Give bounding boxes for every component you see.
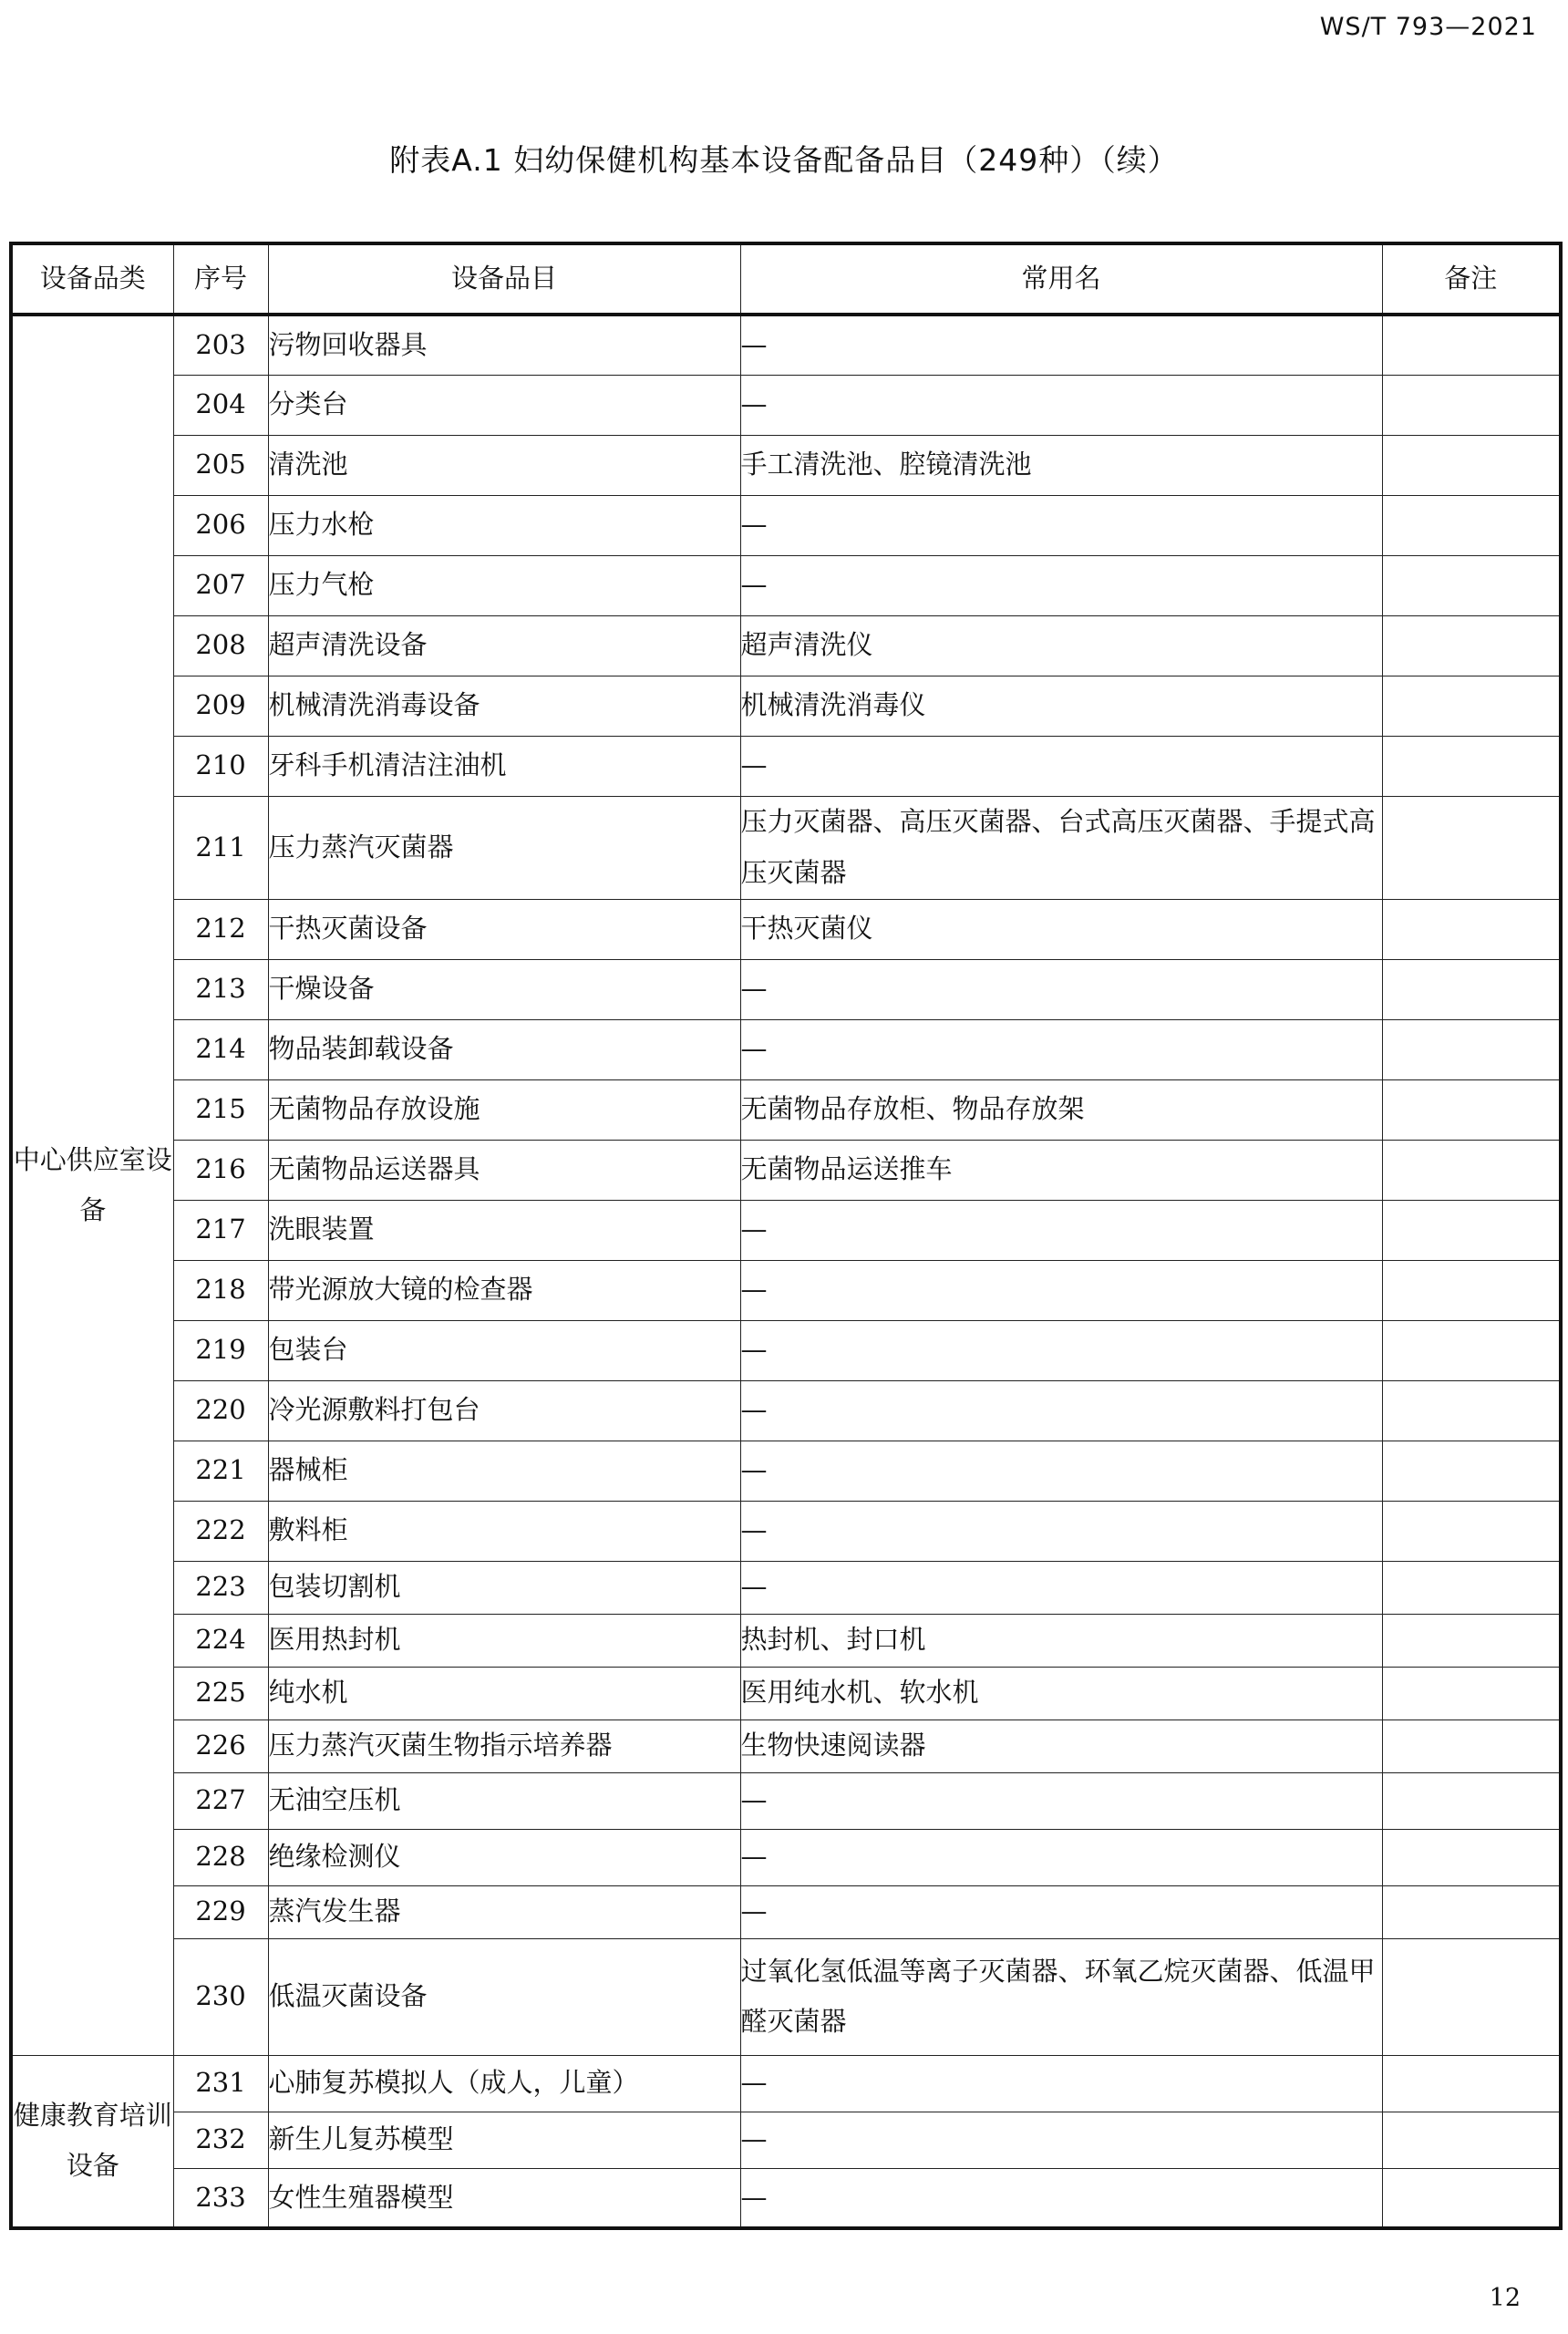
table-row: [11, 676, 1561, 736]
common-name-cell: 超声清洗仪: [740, 615, 1382, 676]
item-cell: 器械柜: [268, 1441, 740, 1501]
column-header-item: 设备品目: [268, 243, 740, 315]
common-name-cell: —: [740, 1320, 1382, 1380]
page-number: 12: [1489, 2284, 1521, 2312]
note-cell: [1382, 495, 1561, 555]
note-cell: [1382, 1019, 1561, 1079]
common-name-cell: —: [740, 736, 1382, 796]
table-row: [11, 555, 1561, 615]
item-cell: 纯水机: [268, 1667, 740, 1720]
number-cell: 209: [173, 676, 268, 736]
common-name-cell: —: [740, 375, 1382, 435]
item-cell: 带光源放大镜的检查器: [268, 1260, 740, 1320]
item-cell: 压力蒸汽灭菌器: [268, 796, 740, 899]
equipment-table: [9, 242, 1563, 2230]
table-row: [11, 1561, 1561, 1614]
common-name-cell: 热封机、封口机: [740, 1614, 1382, 1667]
note-cell: [1382, 1885, 1561, 1938]
common-name-cell: —: [740, 1019, 1382, 1079]
table-row: [11, 495, 1561, 555]
table-row: [11, 959, 1561, 1019]
item-cell: 机械清洗消毒设备: [268, 676, 740, 736]
item-cell: 洗眼装置: [268, 1200, 740, 1260]
common-name-cell: —: [740, 555, 1382, 615]
note-cell: [1382, 1938, 1561, 2055]
table-row: [11, 375, 1561, 435]
number-cell: 207: [173, 555, 268, 615]
item-cell: 女性生殖器模型: [268, 2168, 740, 2228]
table-row: [11, 2168, 1561, 2228]
common-name-cell: 医用纯水机、软水机: [740, 1667, 1382, 1720]
note-cell: [1382, 1320, 1561, 1380]
table-row: [11, 1079, 1561, 1140]
common-name-cell: 压力灭菌器、高压灭菌器、台式高压灭菌器、手提式高压灭菌器: [740, 796, 1382, 899]
table-row: [11, 435, 1561, 495]
note-cell: [1382, 959, 1561, 1019]
common-name-cell: 无菌物品运送推车: [740, 1140, 1382, 1200]
table-row: [11, 1140, 1561, 1200]
common-name-cell: 无菌物品存放柜、物品存放架: [740, 1079, 1382, 1140]
note-cell: [1382, 2168, 1561, 2228]
note-cell: [1382, 796, 1561, 899]
table-row: [11, 315, 1561, 375]
table-row: [11, 796, 1561, 899]
note-cell: [1382, 375, 1561, 435]
number-cell: 217: [173, 1200, 268, 1260]
note-cell: [1382, 2055, 1561, 2112]
number-cell: 218: [173, 1260, 268, 1320]
common-name-cell: 干热灭菌仪: [740, 899, 1382, 959]
number-cell: 227: [173, 1772, 268, 1829]
item-cell: 压力水枪: [268, 495, 740, 555]
number-cell: 229: [173, 1885, 268, 1938]
number-cell: 205: [173, 435, 268, 495]
note-cell: [1382, 435, 1561, 495]
number-cell: 211: [173, 796, 268, 899]
common-name-cell: 生物快速阅读器: [740, 1720, 1382, 1772]
note-cell: [1382, 1260, 1561, 1320]
table-row: [11, 1441, 1561, 1501]
common-name-cell: —: [740, 1561, 1382, 1614]
common-name-cell: —: [740, 2055, 1382, 2112]
common-name-cell: —: [740, 1260, 1382, 1320]
common-name-cell: —: [740, 2112, 1382, 2168]
common-name-cell: —: [740, 2168, 1382, 2228]
number-cell: 210: [173, 736, 268, 796]
number-cell: 233: [173, 2168, 268, 2228]
number-cell: 208: [173, 615, 268, 676]
number-cell: 219: [173, 1320, 268, 1380]
number-cell: 215: [173, 1079, 268, 1140]
common-name-cell: —: [740, 1829, 1382, 1885]
note-cell: [1382, 1380, 1561, 1441]
table-row: [11, 1772, 1561, 1829]
table-row: [11, 736, 1561, 796]
table-row: [11, 1501, 1561, 1561]
column-header-number: 序号: [173, 243, 268, 315]
note-cell: [1382, 1772, 1561, 1829]
note-cell: [1382, 1561, 1561, 1614]
common-name-cell: —: [740, 1501, 1382, 1561]
note-cell: [1382, 1140, 1561, 1200]
item-cell: 物品装卸载设备: [268, 1019, 740, 1079]
item-cell: 干燥设备: [268, 959, 740, 1019]
category-cell: 健康教育培训设备: [11, 2055, 173, 2228]
number-cell: 206: [173, 495, 268, 555]
item-cell: 无菌物品存放设施: [268, 1079, 740, 1140]
table-row: [11, 1320, 1561, 1380]
note-cell: [1382, 736, 1561, 796]
note-cell: [1382, 1829, 1561, 1885]
number-cell: 232: [173, 2112, 268, 2168]
number-cell: 222: [173, 1501, 268, 1561]
number-cell: 223: [173, 1561, 268, 1614]
item-cell: 绝缘检测仪: [268, 1829, 740, 1885]
item-cell: 干热灭菌设备: [268, 899, 740, 959]
item-cell: 心肺复苏模拟人（成人，儿童）: [268, 2055, 740, 2112]
table-row: [11, 2055, 1561, 2112]
note-cell: [1382, 1614, 1561, 1667]
note-cell: [1382, 1200, 1561, 1260]
number-cell: 225: [173, 1667, 268, 1720]
column-header-category: 设备品类: [11, 243, 173, 315]
column-header-common-name: 常用名: [740, 243, 1382, 315]
common-name-cell: —: [740, 1885, 1382, 1938]
table-row: [11, 1667, 1561, 1720]
item-cell: 牙科手机清洁注油机: [268, 736, 740, 796]
table-row: [11, 615, 1561, 676]
table-title: 附表A.1 妇幼保健机构基本设备配备品目（249种）（续）: [389, 142, 1179, 178]
item-cell: 压力蒸汽灭菌生物指示培养器: [268, 1720, 740, 1772]
common-name-cell: —: [740, 1772, 1382, 1829]
table-row: [11, 1614, 1561, 1667]
note-cell: [1382, 2112, 1561, 2168]
table-row: [11, 1829, 1561, 1885]
note-cell: [1382, 676, 1561, 736]
common-name-cell: 过氧化氢低温等离子灭菌器、环氧乙烷灭菌器、低温甲醛灭菌器: [740, 1938, 1382, 2055]
item-cell: 无油空压机: [268, 1772, 740, 1829]
table-row: [11, 1260, 1561, 1320]
item-cell: 低温灭菌设备: [268, 1938, 740, 2055]
item-cell: 清洗池: [268, 435, 740, 495]
number-cell: 228: [173, 1829, 268, 1885]
header-row: [11, 243, 1561, 315]
note-cell: [1382, 1667, 1561, 1720]
table-row: [11, 1885, 1561, 1938]
note-cell: [1382, 1441, 1561, 1501]
item-cell: 蒸汽发生器: [268, 1885, 740, 1938]
number-cell: 214: [173, 1019, 268, 1079]
note-cell: [1382, 899, 1561, 959]
table-row: [11, 1720, 1561, 1772]
number-cell: 226: [173, 1720, 268, 1772]
table-row: [11, 1019, 1561, 1079]
item-cell: 污物回收器具: [268, 315, 740, 375]
number-cell: 204: [173, 375, 268, 435]
note-cell: [1382, 1720, 1561, 1772]
item-cell: 压力气枪: [268, 555, 740, 615]
common-name-cell: —: [740, 495, 1382, 555]
note-cell: [1382, 1501, 1561, 1561]
item-cell: 新生儿复苏模型: [268, 2112, 740, 2168]
category-cell: 中心供应室设备: [11, 315, 173, 2055]
common-name-cell: —: [740, 315, 1382, 375]
item-cell: 包装台: [268, 1320, 740, 1380]
common-name-cell: 手工清洗池、腔镜清洗池: [740, 435, 1382, 495]
table-row: [11, 899, 1561, 959]
table-row: [11, 1200, 1561, 1260]
table-header: [11, 243, 1561, 315]
table-row: [11, 1380, 1561, 1441]
note-cell: [1382, 555, 1561, 615]
common-name-cell: 机械清洗消毒仪: [740, 676, 1382, 736]
item-cell: 敷料柜: [268, 1501, 740, 1561]
item-cell: 无菌物品运送器具: [268, 1140, 740, 1200]
common-name-cell: —: [740, 1200, 1382, 1260]
item-cell: 超声清洗设备: [268, 615, 740, 676]
item-cell: 包装切割机: [268, 1561, 740, 1614]
column-header-note: 备注: [1382, 243, 1561, 315]
table-row: [11, 2112, 1561, 2168]
common-name-cell: —: [740, 1441, 1382, 1501]
item-cell: 分类台: [268, 375, 740, 435]
number-cell: 221: [173, 1441, 268, 1501]
note-cell: [1382, 1079, 1561, 1140]
table-body: [11, 315, 1561, 2228]
table-row: [11, 1938, 1561, 2055]
note-cell: [1382, 615, 1561, 676]
number-cell: 230: [173, 1938, 268, 2055]
number-cell: 213: [173, 959, 268, 1019]
number-cell: 216: [173, 1140, 268, 1200]
common-name-cell: —: [740, 1380, 1382, 1441]
common-name-cell: —: [740, 959, 1382, 1019]
number-cell: 212: [173, 899, 268, 959]
number-cell: 220: [173, 1380, 268, 1441]
number-cell: 231: [173, 2055, 268, 2112]
item-cell: 冷光源敷料打包台: [268, 1380, 740, 1441]
number-cell: 224: [173, 1614, 268, 1667]
number-cell: 203: [173, 315, 268, 375]
standard-code: WS/T 793—2021: [1319, 13, 1537, 41]
item-cell: 医用热封机: [268, 1614, 740, 1667]
note-cell: [1382, 315, 1561, 375]
